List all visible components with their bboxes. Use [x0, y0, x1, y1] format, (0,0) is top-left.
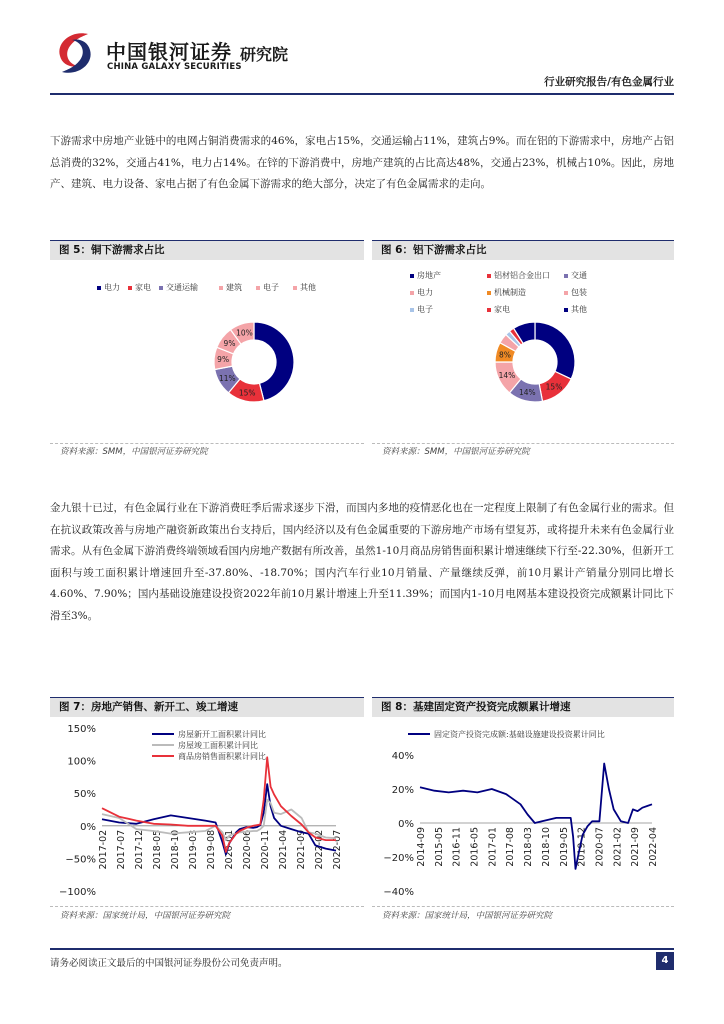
- legend-swatch: [159, 286, 163, 290]
- legend-label: 电子: [263, 283, 279, 292]
- legend-label: 包装: [571, 288, 587, 297]
- property-growth-line-chart: [50, 718, 364, 903]
- x-tick-label: 2018-03: [523, 827, 535, 867]
- source-divider: [50, 906, 364, 907]
- x-tick-label: 2022-07: [332, 829, 343, 870]
- legend-label: 家电: [494, 305, 510, 314]
- x-tick-label: 2017-07: [116, 829, 127, 870]
- x-tick-label: 2019-05: [558, 827, 570, 867]
- donut-slice-label: 9%: [217, 355, 230, 365]
- legend-label: 电力: [104, 283, 120, 292]
- legend-swatch: [293, 286, 297, 290]
- figure-6-title: 图 6：铝下游需求占比: [372, 240, 674, 260]
- logo-english-name: CHINA GALAXY SECURITIES: [107, 62, 242, 72]
- figure-7-title: 图 7：房地产销售、新开工、竣工增速: [50, 697, 364, 717]
- legend-label: 铝材铝合金出口: [494, 271, 550, 280]
- legend-label: 房屋新开工面积累计同比: [178, 730, 266, 739]
- x-tick-label: 2020-06: [242, 829, 253, 870]
- x-tick-label: 2022-04: [648, 827, 659, 867]
- x-tick-label: 2019-08: [206, 829, 217, 870]
- figure-5-title: 图 5：铜下游需求占比: [50, 240, 364, 260]
- donut-slice-label: 14%: [518, 388, 536, 398]
- x-tick-label: 2017-01: [487, 827, 499, 867]
- legend-swatch: [128, 286, 132, 290]
- page-number: 4: [656, 952, 674, 970]
- legend-label: 电力: [417, 288, 433, 297]
- x-tick-label: 2018-10: [170, 829, 181, 870]
- donut-slice-label: 15%: [545, 382, 563, 392]
- y-tick-label: −40%: [383, 887, 414, 898]
- body-paragraph-1: 下游需求中房地产业链中的电网占铜消费需求的46%，家电占15%，交通运输占11%，建筑占9%。而在铝的下游需求中，房地产占铝总消费的32%，交通占41%，电力占14%。在锌的下游消费中，房地产建筑的占比高达48%，交通占23%，机械占10%。因此，房地产、建筑、电力设备、家电占据了有色金属下游需求的绝大部分，决定了有色金属需求的走向。: [50, 135, 674, 190]
- x-tick-label: 2017-12: [134, 829, 145, 870]
- legend-label: 其他: [300, 283, 316, 292]
- legend-label: 机械制造: [494, 288, 526, 297]
- legend-swatch: [219, 286, 223, 290]
- disclaimer-text: 请务必阅读正文最后的中国银河证券股份公司免责声明。: [50, 958, 288, 969]
- y-tick-label: −100%: [59, 887, 96, 898]
- legend-swatch: [564, 308, 568, 312]
- x-tick-label: 2017-02: [98, 829, 109, 870]
- legend-swatch: [97, 286, 101, 290]
- x-tick-label: 2021-09: [630, 827, 642, 867]
- report-category: 行业研究报告/有色金属行业: [544, 76, 674, 88]
- legend-label: 建筑: [226, 283, 242, 292]
- x-tick-label: 2019-12: [576, 827, 588, 867]
- legend-label: 房屋竣工面积累计同比: [178, 741, 258, 750]
- x-tick-label: 2016-11: [451, 827, 463, 867]
- y-tick-label: 100%: [67, 756, 96, 768]
- x-tick-label: 2020-01: [224, 829, 235, 870]
- x-tick-label: 2021-02: [612, 827, 624, 867]
- legend-swatch: [256, 286, 260, 290]
- institute-name: 研究院: [240, 45, 289, 64]
- y-tick-label: 50%: [73, 789, 96, 801]
- donut-slice-label: 10%: [236, 328, 253, 338]
- legend-swatch: [564, 274, 568, 278]
- x-tick-label: 2021-09: [296, 829, 307, 870]
- y-tick-label: 20%: [391, 785, 414, 796]
- donut-slice-label: 9%: [223, 338, 236, 348]
- infrastructure-investment-line-chart: [372, 718, 674, 903]
- donut-slice-label: 11%: [218, 373, 236, 383]
- legend-label: 其他: [571, 305, 587, 314]
- figure-5-source: 资料来源：SMM，中国银河证券研究院: [60, 447, 208, 457]
- header-divider: [50, 93, 674, 95]
- legend-label: 固定资产投资完成额:基础设施建设投资累计同比: [434, 730, 605, 739]
- legend-swatch: [564, 291, 568, 295]
- figure-8-title: 图 8：基建固定资产投资完成额累计增速: [372, 697, 674, 717]
- source-divider: [372, 443, 674, 444]
- legend-swatch: [410, 308, 414, 312]
- source-divider: [50, 443, 364, 444]
- legend-swatch: [410, 274, 414, 278]
- logo-chinese-name: 中国银河证券: [106, 40, 232, 64]
- y-tick-label: 40%: [391, 751, 414, 762]
- figure-8-source: 资料来源：国家统计局，中国银河证券研究院: [382, 911, 553, 921]
- body-paragraph-2: 金九银十已过，有色金属行业在下游消费旺季后需求逐步下滑，而国内多地的疫情恶化也在一定程度上限制了有色金属行业的需求。但在抗议政策改善与房地产融资新政策出台支持后，国内经济以及有色金属重要的下游房地产市场有望复苏，或将提升未来有色金属行业需求。从有色金属下游消费终端领域看国内房地产数据有所改善，虽然1-10月商品房销售面积累计增速继续下行至-22.30%，但新开工面积与竣工面积累计增速回升至-37.80%、-18.70%；国内汽车行业10月销量、产量继续反弹，前10月累计产销量分别同比增长4.60%、7.90%；国内基础设施建设投资2022年前10月累计增速上升至11.39%；而国内1-10月电网基本建设投资完成额累计同比下滑至3%。: [50, 502, 674, 622]
- donut-slice-label: 14%: [498, 371, 516, 381]
- legend-swatch: [487, 274, 491, 278]
- y-tick-label: 0%: [80, 821, 96, 833]
- legend-label: 房地产: [417, 271, 441, 280]
- x-tick-label: 2016-05: [469, 827, 481, 867]
- legend-label: 电子: [417, 305, 433, 314]
- source-divider: [372, 906, 674, 907]
- copper-demand-donut-chart: [50, 262, 364, 440]
- legend-label: 商品房销售面积累计同比: [178, 752, 266, 761]
- donut-slice-label: 15%: [238, 388, 256, 398]
- report-header: [50, 28, 674, 92]
- x-tick-label: 2022-02: [314, 829, 325, 870]
- footer-divider: [50, 948, 674, 950]
- y-tick-label: −50%: [65, 854, 96, 866]
- y-tick-label: 150%: [67, 724, 96, 735]
- figure-7-source: 资料来源：国家统计局，中国银河证券研究院: [60, 911, 231, 921]
- x-tick-label: 2020-07: [594, 827, 606, 867]
- y-tick-label: 0%: [398, 819, 414, 830]
- x-tick-label: 2020-11: [260, 829, 271, 870]
- legend-swatch: [487, 291, 491, 295]
- legend-label: 交通: [571, 271, 587, 280]
- x-tick-label: 2014-09: [416, 827, 427, 867]
- galaxy-logo-icon: [50, 28, 100, 78]
- figure-6-source: 资料来源：SMM，中国银河证券研究院: [382, 447, 530, 457]
- aluminum-demand-donut-chart: [372, 262, 674, 440]
- x-tick-label: 2017-08: [505, 827, 517, 867]
- x-tick-label: 2015-05: [433, 827, 445, 867]
- x-tick-label: 2018-10: [540, 827, 552, 867]
- legend-swatch: [410, 291, 414, 295]
- x-tick-label: 2018-05: [152, 829, 163, 870]
- legend-label: 交通运输: [166, 283, 198, 292]
- x-tick-label: 2019-03: [188, 829, 199, 870]
- legend-swatch: [487, 308, 491, 312]
- y-tick-label: −20%: [383, 853, 414, 864]
- legend-label: 家电: [135, 283, 151, 292]
- donut-slice-label: 8%: [499, 350, 511, 360]
- x-tick-label: 2021-04: [278, 829, 289, 870]
- donut-slice: [535, 322, 575, 379]
